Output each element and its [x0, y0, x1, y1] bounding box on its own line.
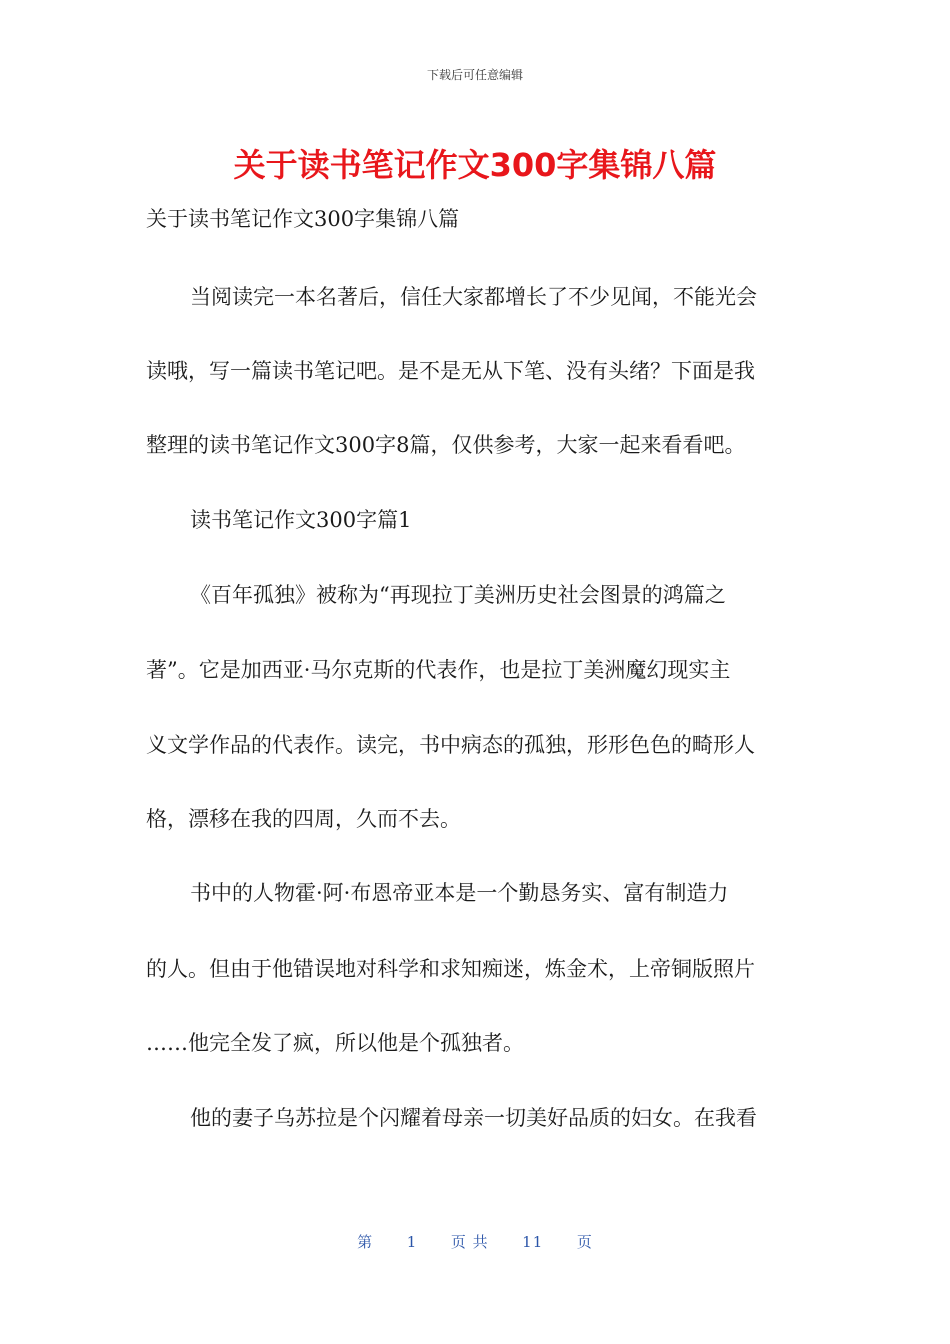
header-note: 下载后可任意编辑	[426, 68, 523, 82]
body-line: 格，漂移在我的四周，久而不去。	[146, 807, 461, 831]
body-line: 他的妻子乌苏拉是个闪耀着母亲一切美好品质的妇女。在我看	[190, 1106, 757, 1130]
footer-prefix: 第	[357, 1233, 374, 1251]
body-line: 书中的人物霍·阿·布恩帝亚本是一个勤恳务实、富有制造力	[190, 881, 729, 905]
body-line: 《百年孤独》被称为“再现拉丁美洲历史社会图景的鸿篇之	[190, 583, 726, 607]
body-line: 义文学作品的代表作。读完，书中病态的孤独，形形色色的畸形人	[146, 733, 755, 757]
footer-total-pages: 11	[522, 1233, 544, 1251]
body-line: 读哦，写一篇读书笔记吧。是不是无从下笔、没有头绪？下面是我	[146, 359, 755, 383]
footer-suffix: 页	[576, 1233, 593, 1251]
body-line: ……他完全发了疯，所以他是个孤独者。	[146, 1031, 524, 1055]
section-heading: 读书笔记作文300字篇1	[190, 508, 412, 532]
body-line: 当阅读完一本名著后，信任大家都增长了不少见闻，不能光会	[190, 285, 757, 309]
footer-middle: 页 共	[450, 1233, 489, 1251]
subtitle-line: 关于读书笔记作文300字集锦八篇	[146, 207, 460, 231]
document-title: 关于读书笔记作文300字集锦八篇	[233, 146, 717, 184]
body-line: 著”。它是加西亚·马尔克斯的代表作，也是拉丁美洲魔幻现实主	[146, 658, 731, 682]
footer-page-number: 1	[406, 1233, 418, 1251]
page-footer	[0, 1231, 950, 1252]
body-line: 整理的读书笔记作文300字8篇，仅供参考，大家一起来看看吧。	[146, 433, 746, 457]
body-line: 的人。但由于他错误地对科学和求知痴迷，炼金术，上帝铜版照片	[146, 957, 755, 981]
